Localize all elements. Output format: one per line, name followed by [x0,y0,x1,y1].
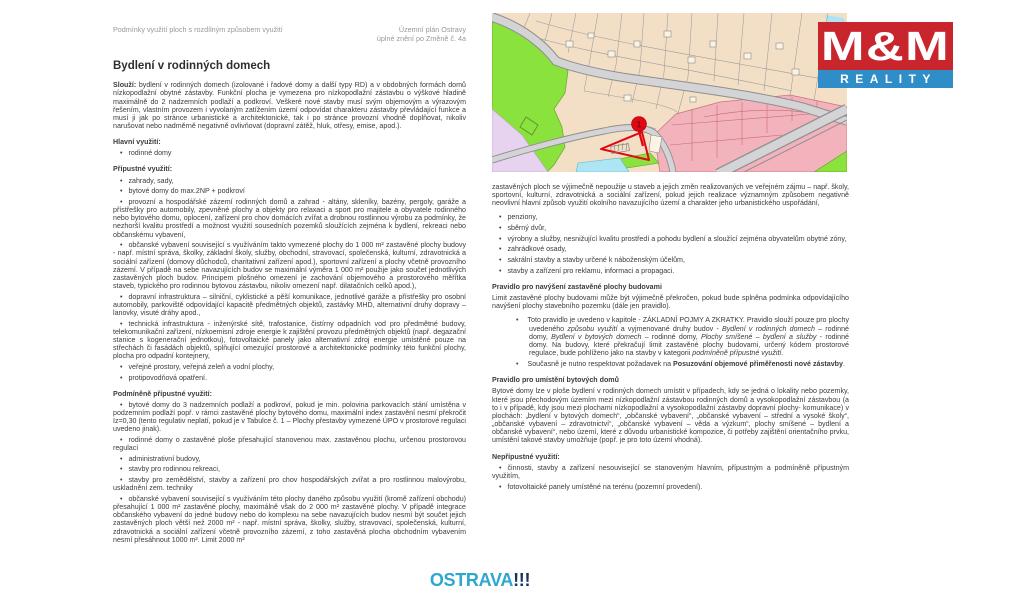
list-item: • protipovodňová opatření. [113,374,466,382]
list-item: • stavby pro zemědělství, stavby a zařízení pro chov hospodářských zvířat a pro rostlinnou malovýrobu, uskladnění zem. techniky [113,476,466,492]
section-heading-conditional: Podmíněně přípustné využití: [113,389,212,398]
rule-apartment-houses-text: Bytové domy lze v ploše bydlení v rodinných domech umístit v případech, kdy se jedná o lokality nebo pozemky, které jsou přechodovým územím mezi nízkopodlažní zástavbou rodinných domů a vysokopodlažní zástavbou (a to i v případě, kdy jsou mezi plochami nízkopodlažní a vysokopodlažní zástavby dopravní plochy- komunikace) v plochách: „bydlení v bytových domech“, „občanské vybavení“, „občanské vybavení – střední a vysoké školy“, „občanské vybavení – zdravotnictví“, „občanské vybavení – věda a výzkum“, plochy smíšené – bydlení a občanské vybavení“, nebo území, které z důvodu urbanistické kompozice, či potřeby zajištění orientačního prvku, umístění takové stavby umožňuje (popř. je pro toto území vhodná). [492,387,849,445]
section-heading-rule-apartment-houses: Pravidlo pro umístění bytových domů [492,376,619,385]
mm-logo-red-box [818,22,953,70]
list-item: • občanské vybavení související s využíváním této plochy daného způsobu využití (kromě zařízení obchodu) přesahující 1 000 m² zastavěné plochy, maximálně však do 2 000 m² zastavěné plochy. V případě integrace občanského vybavení do jedné budovy nebo do komplexu na sebe navazujících budov nesmí být součet jejich zastavěných ploch větší než 2000 m² - např. místní správa, školky, služby, stravovací, společenská, kulturní, zdravotnická a sociální zařízení včetně provozního zázemí, z toho zastavěná plocha obchodním vybavením nesmí přesáhnout 1000 m². Limit 2000 m² [113,495,466,544]
page-title: Bydlení v rodinných domech [113,60,271,72]
list-item: • občanské vybavení související s využíváním takto vymezené plochy do 1 000 m² zastavěné plochy budovy - např. místní správa, školky, základní školy, služby, obchodní, stravovací, společenská, kulturní, zdravotnická a sociální zařízení (domovy důchodců, charitativní zařízení apod.), sportovní zařízení a plochy včetně provozního zázemí. V případě na sebe navazujících budov se maximální výměra 1 000 m² použije jako součet jednotlivých zastavěných ploch budov. Principem plošného omezení je zachování objemového a prostorového měřítka staveb, typického pro rodinnou bytovou zástavbu, nikoliv omezení např. dilatačních celků apod.), [113,241,466,290]
list-item: • Současně je nutno respektovat požadavek na Posuzování objemové přiměřenosti nové zástavby. [492,360,849,368]
list-item: • zahrady, sady, [113,177,466,185]
list-item: • stavby a zařízení pro reklamu, informaci a propagaci. [492,267,849,275]
header-right-block [377,25,466,43]
section-heading-permitted: Přípustné využití: [113,165,173,174]
ostrava-logo-text: OSTRAVA [429,570,514,590]
list-item: • výrobny a služby, nesnižující kvalitu prostředí a pohodu bydlení a sloužící zejména obyvatelům obytné zóny, [492,235,849,243]
list-item: • činnosti, stavby a zařízení nesouvisející se stanoveným hlavním, přípustným a podmíněně přípustným využitím, [492,464,849,480]
list-item: • rodinné domy o zastavěné ploše přesahující stanovenou max. zastavěnou plochu, určenou prostorovou regulací [113,436,466,452]
list-item: • fotovoltaické panely umístěné na terénu (pozemní provedení). [492,483,849,491]
zoning-map-image [492,13,847,172]
serves-paragraph: Slouží: bydlení v rodinných domech (izolované i řadové domy a další typy RD) a v obdobných formách domů nízkopodlažní obytné zástavby. Funkční plocha je vymezena pro nízkopodlažní zástavbu o výškové hladině maximálně do 2 nadzemních podlaží a podkroví. Veškeré nové stavby musí svým objemovým a výrazovým řešením, vlastním provozem i vyvolaným zatížením území odpovídat charakteru zástavby převládající funkce a musí ji jak po stránce urbanistické a architektonické, tak i po stránce provozní vhodně doplňovat, nikoliv narušovat nebo nadměrně negativně ovlivňovat (dopravní zátěž, hluk, otřesy, emise, apod.). [113,81,466,130]
header-plan-name: Územní plán Ostravy [398,25,466,34]
page-header [113,25,466,43]
list-item: • technická infrastruktura - inženýrské sítě, trafostanice, čistírny odpadních vod pro předmětné budovy, telekomunikační zařízení, nízkoemisní zdroje energie k zajištění provozu předmětných objektů (např. degazační stanice s kogenerační jednotkou), fotovoltaické panely jako alternativní zdroj energie umístěné pouze na střechách či fasádách objektů, splňující omezující prostorové a architektonické podmínky této funkční plochy, plocha pro odpadní kontejnery, [113,320,466,361]
list-item: • bytové domy do 3 nadzemních podlaží a podkroví, pokud je min. polovina parkovacích stání umístěna v podzemním podlaží popř. v rámci zastavěné plochy bytového domu, maximální index zastavění nesmí překročit Iz=0,30 (tento regulativ neplatí, pokud je v Tabulce č. 1 – Plochy přestavby vymezené ÚPO v prostorové regulaci uvedeno jinak). [113,401,466,434]
list-item: • sběrný dvůr, [492,224,849,232]
continuation-paragraph: zastavěných ploch se výjimečně nepoužije u staveb a jejich změn realizovaných ve veřejném zájmu – např. školy, sportovní, kulturní, zdravotnická a sociální zařízení, pokud jejich realizace významným způsobem negativně neovlivní hlavní způsob využití okolního navazujícího území a charakter jeho urbanistického uspořádání, [492,183,849,208]
list-item: • stavby pro rodinnou rekreaci, [113,465,466,473]
header-left-title: Podmínky využití ploch s rozdílným způsobem využití [113,25,283,34]
list-item: • veřejné prostory, veřejná zeleň a vodní plochy, [113,363,466,371]
mm-reality-text: REALITY [840,72,937,86]
left-column [113,25,466,546]
list-item: • penziony, [492,213,849,221]
mm-reality-logo [818,22,953,88]
section-heading-main-use: Hlavní využití: [113,138,161,147]
list-item: • rodinné domy [113,149,466,157]
list-item: • administrativní budovy, [113,455,466,463]
list-item: • zahrádkové osady, [492,245,849,253]
right-column [492,183,849,493]
list-item: • Toto pravidlo je uvedeno v kapitole - ZÁKLADNÍ POJMY A ZKRATKY. Pravidlo slouží pouze pro plochy uvedeného způsobu využití a vyjmenované druhy budov - Bydlení v rodinných domech – rodinné domy, Bydlení v bytových domech – rodinné domy, Plochy smíšené – bydlení a služby - rodinné domy. Na budovy, které překračují limit zastavěné plochy budovami, určený kódem prostorové regulace, bude pohlíženo jako na stavby v kategorii podmíněně přípustné využití. [492,316,849,357]
mm-logo-text: M&M [820,23,951,69]
list-item: • bytové domy do max.2NP + podkroví [113,187,466,195]
section-heading-inadmissible: Nepřípustné využití: [492,452,560,461]
section-heading-rule-built-area: Pravidlo pro navýšení zastavěné plochy budovami [492,282,662,291]
header-plan-version: úplné znění po Změně č. 4a [376,34,466,43]
zoning-map-svg [492,13,847,172]
list-item: • sakrální stavby a stavby určené k náboženským účelům, [492,256,849,264]
list-item: • provozní a hospodářské zázemí rodinných domů a zahrad - altány, skleníky, bazény, pergoly, garáže a přístřešky pro automobily, zpevněné plochy a objekty pro relaxaci a sport pro majitele a obyvatele rodinného nebo bytového domu, oplocení, zařízení pro chov domácích zvířat a drobnou rostlinnou výrobu za podmínky, že nezhorší kvalitu prostředí a možnost využití sousedních pozemků sloužících zejména k bydlení, rekreaci nebo občanskému vybavení, [113,198,466,239]
mm-logo-blue-bar [818,70,953,88]
rule-built-area-intro: Limit zastavěné plochy budovami může být výjimečně překročen, pokud bude splněna podmínka odpovídajícího navýšení plochy stavebního pozemku (dále jen pravidlo). [492,294,849,311]
list-item: • dopravní infrastruktura – silniční, cyklistické a pěší komunikace, jednotlivé garáže a přístřešky pro osobní automobily, parkoviště odpovídající kapacitě předmětných objektů, zastávky MHD, alternativní druhy dopravy – lanovky, visuté dráhy apod., [113,293,466,317]
pin-number-label: 1 [636,119,642,130]
ostrava-logo [395,570,565,591]
ostrava-logo-bangs: !!! [513,570,531,590]
